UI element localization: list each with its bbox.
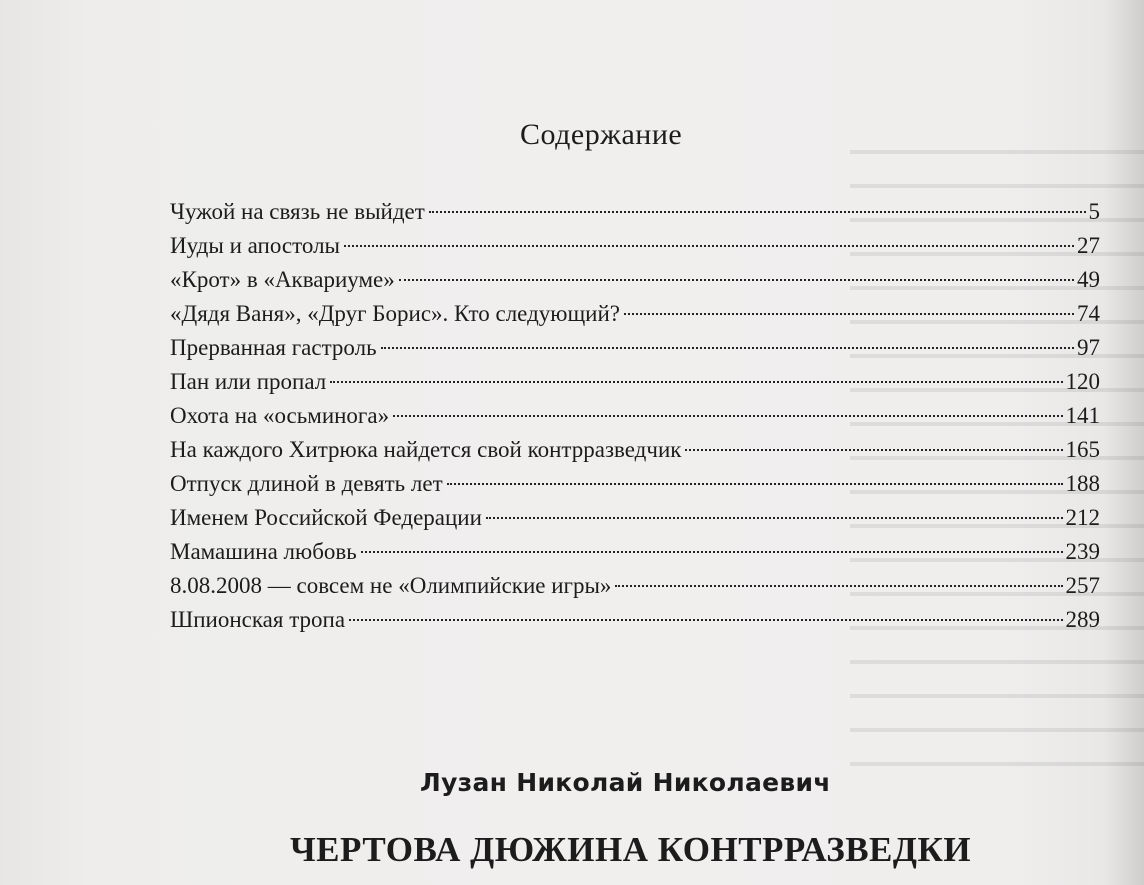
toc-entry-title: На каждого Хитрюка найдется свой контрразведчик (170, 437, 682, 462)
toc-entry-page: 120 (1065, 369, 1100, 394)
toc-entry-page: 239 (1065, 539, 1100, 564)
toc-entry (170, 535, 1100, 569)
toc-entry (170, 195, 1100, 229)
toc-entry (170, 331, 1100, 365)
toc-entry-title: Прерванная гастроль (170, 335, 377, 360)
toc-entry (170, 365, 1100, 399)
page-shadow (1104, 0, 1144, 885)
toc-entry-title: Отпуск длиной в девять лет (170, 471, 443, 496)
toc-entry (170, 501, 1100, 535)
dot-leader (685, 449, 1062, 451)
toc-entry-title: Охота на «осьминога» (170, 403, 390, 428)
toc-entry-title: Мамашина любовь (170, 539, 357, 564)
author-name: Лузан Николай Николаевич (420, 768, 831, 797)
dot-leader (624, 313, 1074, 315)
toc-entry (170, 603, 1100, 637)
dot-leader (447, 483, 1063, 485)
toc-entry (170, 263, 1100, 297)
dot-leader (361, 551, 1063, 553)
toc-entry (170, 433, 1100, 467)
toc-entry-page: 257 (1065, 573, 1100, 598)
toc-entry-title: Шпионская тропа (170, 607, 346, 632)
toc-entry-page: 49 (1077, 267, 1100, 292)
dot-leader (344, 245, 1074, 247)
toc-entry-title: Иуды и апостолы (170, 233, 340, 258)
dot-leader (349, 619, 1062, 621)
toc-entry (170, 399, 1100, 433)
dot-leader (381, 347, 1074, 349)
toc-entry (170, 467, 1100, 501)
toc-entry-page: 97 (1077, 335, 1100, 360)
dot-leader (429, 211, 1086, 213)
dot-leader (486, 517, 1063, 519)
toc-entry-page: 165 (1065, 437, 1100, 462)
toc-entry-title: Чужой на связь не выйдет (170, 199, 425, 224)
toc-heading: Содержание (520, 118, 683, 151)
toc-entry-page: 74 (1077, 301, 1100, 326)
dot-leader (615, 585, 1062, 587)
dot-leader (393, 415, 1062, 417)
toc-entry (170, 569, 1100, 603)
dot-leader (399, 279, 1074, 281)
dot-leader (330, 381, 1062, 383)
table-of-contents (170, 195, 1100, 637)
toc-entry-page: 289 (1065, 607, 1100, 632)
toc-entry-title: Пан или пропал (170, 369, 327, 394)
toc-entry-page: 212 (1065, 505, 1100, 530)
toc-entry-title: 8.08.2008 — совсем не «Олимпийские игры» (170, 573, 612, 598)
toc-entry-title: Именем Российской Федерации (170, 505, 482, 530)
toc-entry (170, 229, 1100, 263)
toc-entry-page: 5 (1088, 199, 1100, 224)
toc-entry-page: 141 (1065, 403, 1100, 428)
toc-entry-page: 188 (1065, 471, 1100, 496)
toc-entry-page: 27 (1077, 233, 1100, 258)
toc-entry-title: «Крот» в «Аквариуме» (170, 267, 395, 292)
book-title: ЧЕРТОВА ДЮЖИНА КОНТРРАЗВЕДКИ (290, 830, 972, 869)
toc-entry (170, 297, 1100, 331)
toc-entry-title: «Дядя Ваня», «Друг Борис». Кто следующий? (170, 301, 621, 326)
